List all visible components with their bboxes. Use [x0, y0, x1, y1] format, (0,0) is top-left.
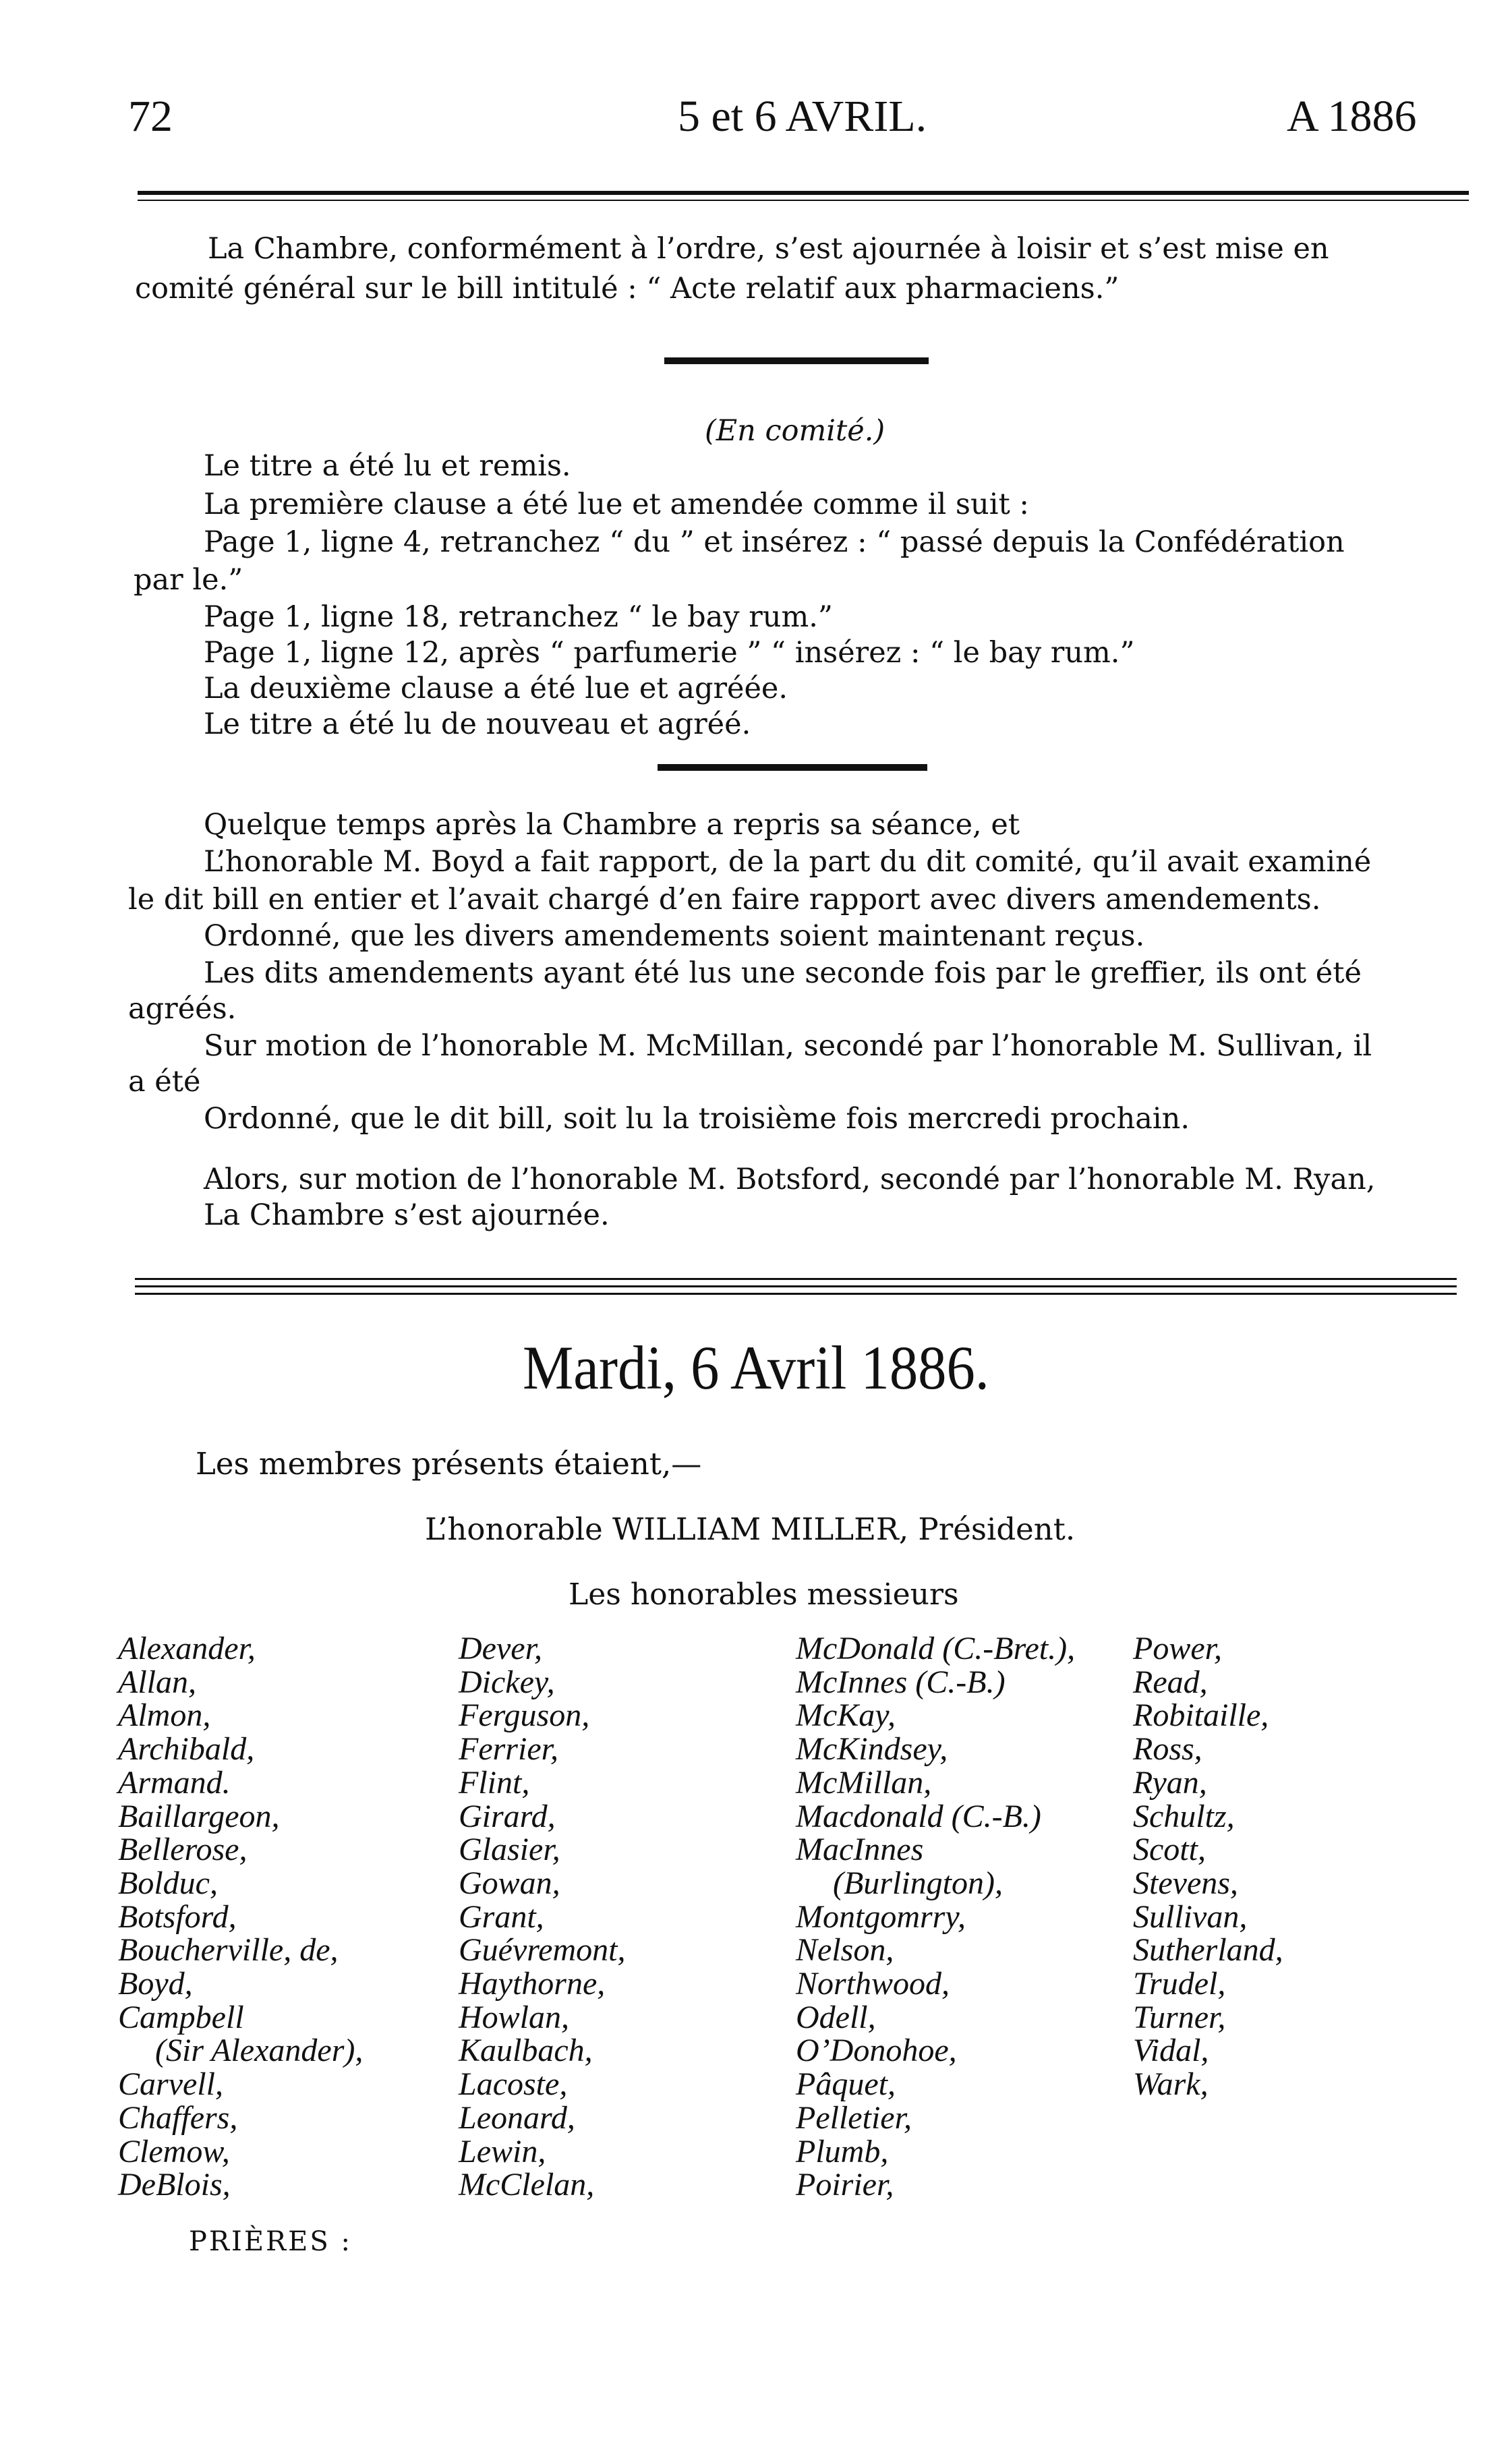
member-name: Schultz,	[1133, 1798, 1235, 1834]
member-name: Wark,	[1133, 2066, 1209, 2103]
member-name: Pelletier,	[796, 2099, 912, 2136]
sitting-title: Mardi, 6 Avril 1886.	[523, 1333, 989, 1402]
member-name: Guévremont,	[459, 1932, 626, 1969]
member-name: Robitaille,	[1133, 1697, 1269, 1734]
report-line: agréés.	[128, 992, 237, 1026]
report-line: Ordonné, que les divers amendements soient maintenant reçus.	[204, 919, 1145, 953]
sitting-rule-3	[135, 1293, 1457, 1295]
member-name: Lewin,	[459, 2133, 546, 2169]
member-name: Lacoste,	[459, 2066, 568, 2103]
members-col-3	[796, 1632, 1075, 2202]
adjourn-line1: Alors, sur motion de l’honorable M. Botsford, secondé par l’honorable M. Ryan,	[204, 1163, 1376, 1196]
member-name: Northwood,	[796, 1966, 950, 2002]
member-name: McDonald (C.-Bret.),	[796, 1631, 1076, 1666]
committee-heading: (En comité.)	[705, 414, 885, 448]
adjourn-line2: La Chambre s’est ajournée.	[204, 1198, 610, 1232]
member-name: McClelan,	[459, 2167, 595, 2203]
committee-line: par le.”	[134, 563, 243, 597]
member-name: Bolduc,	[118, 1865, 218, 1901]
member-name: Gowan,	[459, 1865, 560, 1901]
section-bar-2	[658, 764, 927, 771]
member-name: Carvell,	[118, 2066, 223, 2103]
member-name: Kaulbach,	[459, 2033, 593, 2069]
member-name: O’Donohoe,	[796, 2033, 957, 2069]
committee-line: Page 1, ligne 12, après “ parfumerie ” “ insérez : “ le bay rum.”	[204, 636, 1135, 670]
member-name: Glasier,	[459, 1832, 560, 1868]
member-name: (Burlington),	[833, 1865, 1003, 1901]
committee-line: La première clause a été lue et amendée comme il suit :	[204, 488, 1029, 521]
para1-line1: La Chambre, conformément à l’ordre, s’est ajournée à loisir et s’est mise en	[208, 232, 1329, 266]
member-name: Power,	[1133, 1631, 1222, 1666]
page-number: 72	[128, 92, 173, 141]
member-name: Vidal,	[1133, 2033, 1209, 2069]
member-name: Boucherville, de,	[118, 1932, 339, 1969]
president-line: L’honorable WILLIAM MILLER, Président.	[425, 1511, 1076, 1547]
member-name: Clemow,	[118, 2133, 230, 2169]
member-name: Nelson,	[796, 1932, 894, 1969]
sitting-rule-1	[135, 1278, 1457, 1280]
report-line: le dit bill en entier et l’avait chargé d’en faire rapport avec divers amendements.	[128, 883, 1321, 916]
member-name: McKindsey,	[796, 1731, 948, 1768]
report-line: Les dits amendements ayant été lus une seconde fois par le greffier, ils ont été	[204, 956, 1362, 990]
member-name: Stevens,	[1133, 1865, 1238, 1901]
member-name: Leonard,	[459, 2099, 575, 2136]
member-name: MacInnes	[796, 1832, 924, 1868]
members-col-2	[459, 1632, 625, 2202]
member-name: Campbell	[118, 1999, 244, 2035]
member-name: Scott,	[1133, 1832, 1206, 1868]
member-name: Ryan,	[1133, 1764, 1207, 1801]
member-name: Allan,	[118, 1664, 196, 1700]
member-name: Read,	[1133, 1664, 1208, 1700]
committee-line: La deuxième clause a été lue et agréée.	[204, 672, 788, 705]
member-name: Ross,	[1133, 1731, 1202, 1768]
member-name: Trudel,	[1133, 1966, 1226, 2002]
member-name: (Sir Alexander),	[155, 2033, 364, 2069]
report-line: a été	[128, 1065, 201, 1099]
member-name: Pâquet,	[796, 2066, 896, 2103]
report-line: Quelque temps après la Chambre a repris sa séance, et	[204, 808, 1020, 842]
member-name: Boyd,	[118, 1966, 193, 2002]
member-name: Armand.	[118, 1764, 231, 1801]
member-name: Odell,	[796, 1999, 876, 2035]
member-name: Howlan,	[459, 1999, 570, 2035]
member-name: Dever,	[459, 1631, 542, 1666]
header-rule-thick	[138, 191, 1469, 195]
member-name: Almon,	[118, 1697, 211, 1734]
committee-line: Page 1, ligne 18, retranchez “ le bay rum.”	[204, 600, 833, 634]
header-rule-thin	[138, 200, 1469, 201]
member-name: Poirier,	[796, 2167, 894, 2203]
member-name: Girard,	[459, 1798, 556, 1834]
header-year: A 1886	[1287, 92, 1417, 141]
report-line: Sur motion de l’honorable M. McMillan, secondé par l’honorable M. Sullivan, il	[204, 1029, 1372, 1063]
header-date: 5 et 6 AVRIL.	[678, 92, 927, 141]
member-name: Chaffers,	[118, 2099, 238, 2136]
member-name: Ferrier,	[459, 1731, 558, 1768]
member-name: Ferguson,	[459, 1697, 590, 1734]
member-name: Botsford,	[118, 1898, 237, 1935]
committee-line: Le titre a été lu et remis.	[204, 449, 571, 483]
prieres: PRIÈRES :	[189, 2226, 352, 2257]
member-name: McMillan,	[796, 1764, 932, 1801]
members-col-4	[1133, 1632, 1283, 2101]
member-name: Bellerose,	[118, 1832, 248, 1868]
member-name: McKay,	[796, 1697, 896, 1734]
member-name: Macdonald (C.-B.)	[796, 1798, 1041, 1834]
members-present: Les membres présents étaient,—	[196, 1446, 702, 1482]
member-name: Montgomrry,	[796, 1898, 966, 1935]
member-name: Sutherland,	[1133, 1932, 1283, 1969]
member-name: Baillargeon,	[118, 1798, 280, 1834]
member-name: Plumb,	[796, 2133, 889, 2169]
sitting-rule-2	[135, 1285, 1457, 1287]
member-name: Archibald,	[118, 1731, 255, 1768]
para1-line2: comité général sur le bill intitulé : “ Acte relatif aux pharmaciens.”	[135, 272, 1120, 305]
member-name: Grant,	[459, 1898, 544, 1935]
members-col-1	[118, 1632, 363, 2202]
member-name: Flint,	[459, 1764, 530, 1801]
report-line: L’honorable M. Boyd a fait rapport, de la part du dit comité, qu’il avait examiné	[204, 845, 1372, 879]
section-bar-1	[664, 357, 929, 364]
committee-line: Le titre a été lu de nouveau et agréé.	[204, 707, 751, 741]
member-name: Alexander,	[118, 1631, 256, 1666]
member-name: DeBlois,	[118, 2167, 231, 2203]
member-name: Dickey,	[459, 1664, 555, 1700]
committee-line: Page 1, ligne 4, retranchez “ du ” et insérez : “ passé depuis la Confédération	[204, 525, 1345, 559]
member-name: Haythorne,	[459, 1966, 606, 2002]
member-name: McInnes (C.-B.)	[796, 1664, 1006, 1700]
member-name: Sullivan,	[1133, 1898, 1248, 1935]
report-line: Ordonné, que le dit bill, soit lu la troisième fois mercredi prochain.	[204, 1102, 1190, 1136]
member-name: Turner,	[1133, 1999, 1226, 2035]
messieurs-line: Les honorables messieurs	[569, 1577, 959, 1612]
